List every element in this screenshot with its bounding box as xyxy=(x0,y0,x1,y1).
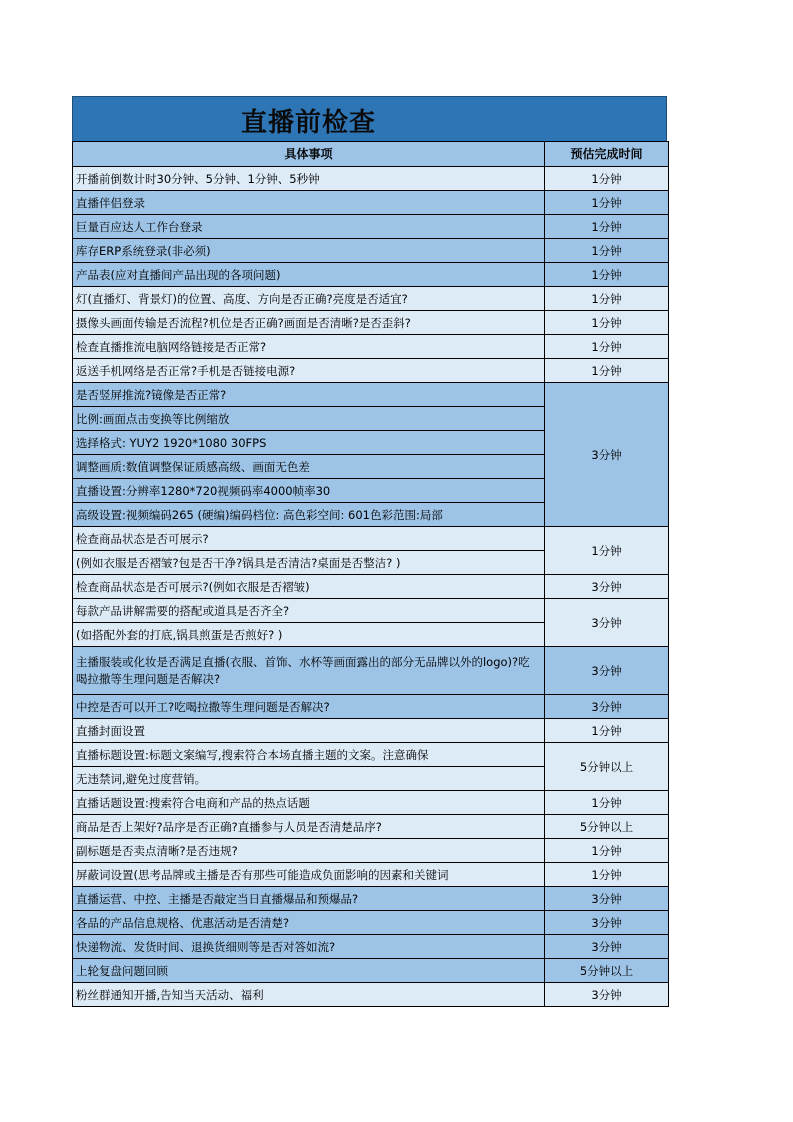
item-cell: 调整画质:数值调整保证质感高级、画面无色差 xyxy=(73,455,545,479)
time-cell: 1分钟 xyxy=(545,839,669,863)
item-cell: 快递物流、发货时间、退换货细则等是否对答如流? xyxy=(73,935,545,959)
time-cell: 1分钟 xyxy=(545,239,669,263)
item-cell: 选择格式: YUY2 1920*1080 30FPS xyxy=(73,431,545,455)
time-cell-merged: 3分钟 xyxy=(545,383,669,527)
item-cell: 中控是否可以开工?吃喝拉撒等生理问题是否解决? xyxy=(73,695,545,719)
item-cell: 直播伴侣登录 xyxy=(73,191,545,215)
time-cell: 3分钟 xyxy=(545,935,669,959)
item-cell: (例如衣服是否褶皱?包是否干净?锅具是否清洁?桌面是否整洁? ) xyxy=(73,551,545,575)
time-cell: 3分钟 xyxy=(545,575,669,599)
time-cell: 1分钟 xyxy=(545,335,669,359)
item-cell: 检查商品状态是否可展示?(例如衣服是否褶皱) xyxy=(73,575,545,599)
item-cell: 直播运营、中控、主播是否敲定当日直播爆品和预爆品? xyxy=(73,887,545,911)
table-row xyxy=(73,575,669,599)
table-row xyxy=(73,935,669,959)
table-row xyxy=(73,599,669,623)
item-cell: 检查商品状态是否可展示? xyxy=(73,527,545,551)
item-cell: 直播设置:分辨率1280*720视频码率4000帧率30 xyxy=(73,479,545,503)
time-cell: 5分钟以上 xyxy=(545,959,669,983)
time-cell: 1分钟 xyxy=(545,215,669,239)
checklist-sheet xyxy=(72,96,667,1007)
time-cell: 1分钟 xyxy=(545,263,669,287)
item-cell: 每款产品讲解需要的搭配或道具是否齐全? xyxy=(73,599,545,623)
item-cell: 直播标题设置:标题文案编写,搜索符合本场直播主题的文案。注意确保 xyxy=(73,743,545,767)
time-cell: 1分钟 xyxy=(545,863,669,887)
table-row xyxy=(73,863,669,887)
item-cell: 巨量百应达人工作台登录 xyxy=(73,215,545,239)
table-row xyxy=(73,839,669,863)
table-row xyxy=(73,887,669,911)
table-row xyxy=(73,647,669,695)
table-row xyxy=(73,335,669,359)
table-row xyxy=(73,815,669,839)
table-row xyxy=(73,215,669,239)
time-cell: 3分钟 xyxy=(545,983,669,1007)
time-cell: 1分钟 xyxy=(545,167,669,191)
item-cell: 比例:画面点击变换等比例缩放 xyxy=(73,407,545,431)
table-row xyxy=(73,527,669,551)
table-row xyxy=(73,983,669,1007)
header-row xyxy=(73,142,669,167)
item-cell: 检查直播推流电脑网络链接是否正常? xyxy=(73,335,545,359)
item-cell: 各品的产品信息规格、优惠活动是否清楚? xyxy=(73,911,545,935)
item-cell: 直播封面设置 xyxy=(73,719,545,743)
table-row xyxy=(73,311,669,335)
item-cell: (如搭配外套的打底,锅具煎蛋是否煎好? ) xyxy=(73,623,545,647)
item-cell: 灯(直播灯、背景灯)的位置、高度、方向是否正确?亮度是否适宜? xyxy=(73,287,545,311)
item-cell: 主播服装或化妆是否满足直播(衣服、首饰、水杯等画面露出的部分无品牌以外的logo)?吃喝拉撒等生理问题是否解决? xyxy=(73,647,545,695)
item-cell: 开播前倒数计时30分钟、5分钟、1分钟、5秒钟 xyxy=(73,167,545,191)
item-cell: 返送手机网络是否正常?手机是否链接电源? xyxy=(73,359,545,383)
item-cell: 摄像头画面传输是否流程?机位是否正确?画面是否清晰?是否歪斜? xyxy=(73,311,545,335)
table-row xyxy=(73,743,669,767)
table-row xyxy=(73,791,669,815)
time-cell: 1分钟 xyxy=(545,359,669,383)
time-cell: 1分钟 xyxy=(545,719,669,743)
table-row xyxy=(73,263,669,287)
time-cell: 3分钟 xyxy=(545,695,669,719)
item-cell: 上轮复盘问题回顾 xyxy=(73,959,545,983)
item-cell: 产品表(应对直播间产品出现的各项问题) xyxy=(73,263,545,287)
time-cell: 1分钟 xyxy=(545,191,669,215)
title-bar xyxy=(72,96,667,141)
time-cell-merged: 3分钟 xyxy=(545,599,669,647)
item-cell: 商品是否上架好?品序是否正确?直播参与人员是否清楚品序? xyxy=(73,815,545,839)
table-row xyxy=(73,239,669,263)
table-row xyxy=(73,695,669,719)
table-row xyxy=(73,383,669,407)
time-cell: 3分钟 xyxy=(545,887,669,911)
page-title: 直播前检查 xyxy=(241,108,377,138)
item-cell: 是否竖屏推流?镜像是否正常? xyxy=(73,383,545,407)
item-cell: 副标题是否卖点清晰?是否违规? xyxy=(73,839,545,863)
item-cell: 直播话题设置:搜索符合电商和产品的热点话题 xyxy=(73,791,545,815)
time-cell-merged: 1分钟 xyxy=(545,527,669,575)
table-row xyxy=(73,719,669,743)
time-cell: 1分钟 xyxy=(545,287,669,311)
item-cell: 无违禁词,避免过度营销。 xyxy=(73,767,545,791)
item-cell: 粉丝群通知开播,告知当天活动、福利 xyxy=(73,983,545,1007)
time-cell: 3分钟 xyxy=(545,647,669,695)
table-row xyxy=(73,287,669,311)
table-row xyxy=(73,359,669,383)
time-cell-merged: 5分钟以上 xyxy=(545,743,669,791)
item-cell: 高级设置:视频编码265 (硬编)编码档位: 高色彩空间: 601色彩范围:局部 xyxy=(73,503,545,527)
time-cell: 1分钟 xyxy=(545,791,669,815)
table-row xyxy=(73,191,669,215)
time-cell: 5分钟以上 xyxy=(545,815,669,839)
checklist-table xyxy=(72,141,669,1007)
table-row xyxy=(73,167,669,191)
column-header-time: 预估完成时间 xyxy=(545,142,669,167)
column-header-item: 具体事项 xyxy=(73,142,545,167)
table-row xyxy=(73,911,669,935)
time-cell: 3分钟 xyxy=(545,911,669,935)
table-row xyxy=(73,959,669,983)
time-cell: 1分钟 xyxy=(545,311,669,335)
item-cell: 屏蔽词设置(思考品牌或主播是否有那些可能造成负面影响的因素和关键词 xyxy=(73,863,545,887)
item-cell: 库存ERP系统登录(非必须) xyxy=(73,239,545,263)
